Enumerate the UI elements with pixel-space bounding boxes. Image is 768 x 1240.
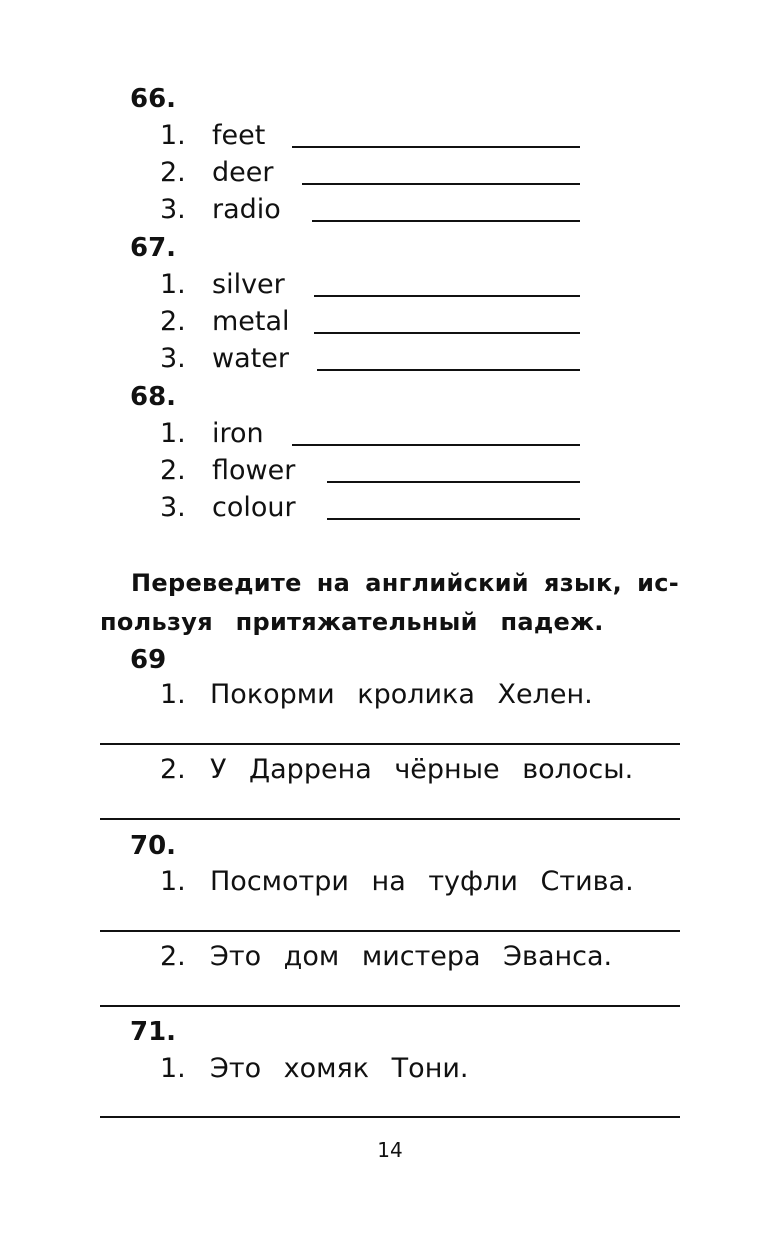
item-word: flower bbox=[212, 455, 296, 486]
exercise-66-item-1 bbox=[160, 120, 265, 152]
answer-line[interactable] bbox=[100, 1116, 680, 1118]
item-number: 2. bbox=[160, 941, 186, 972]
item-word: iron bbox=[212, 418, 264, 449]
exercise-68-item-1 bbox=[160, 418, 264, 450]
sentence-text: У Даррена чёрные волосы. bbox=[210, 754, 634, 785]
exercise-66-item-2 bbox=[160, 157, 273, 189]
item-number: 3. bbox=[160, 492, 186, 523]
answer-line[interactable] bbox=[314, 332, 580, 334]
exercise-66-number: 66. bbox=[130, 84, 177, 114]
item-word: colour bbox=[212, 492, 296, 523]
sentence-text: Это дом мистера Эванса. bbox=[210, 941, 613, 972]
item-word: deer bbox=[212, 157, 274, 188]
exercise-69-number: 69 bbox=[130, 645, 167, 675]
item-number: 1. bbox=[160, 120, 186, 151]
sentence-text: Это хомяк Тони. bbox=[210, 1053, 469, 1084]
item-number: 2. bbox=[160, 455, 186, 486]
answer-line[interactable] bbox=[100, 930, 680, 932]
item-number: 1. bbox=[160, 1053, 186, 1084]
item-word: feet bbox=[212, 120, 266, 151]
exercise-68-number: 68. bbox=[130, 382, 177, 412]
exercise-71-number: 71. bbox=[130, 1017, 177, 1047]
exercise-67-item-1 bbox=[160, 269, 285, 301]
instruction-line-2: пользуя притяжательный падеж. bbox=[100, 608, 604, 636]
answer-line[interactable] bbox=[327, 518, 580, 520]
answer-line[interactable] bbox=[312, 220, 580, 222]
item-number: 3. bbox=[160, 194, 186, 225]
exercise-67-number: 67. bbox=[130, 233, 177, 263]
item-number: 1. bbox=[160, 866, 186, 897]
answer-line[interactable] bbox=[302, 183, 580, 185]
answer-line[interactable] bbox=[100, 818, 680, 820]
exercise-70-sentence-1 bbox=[160, 866, 634, 898]
item-word: radio bbox=[212, 194, 281, 225]
exercise-70-number: 70. bbox=[130, 831, 177, 861]
answer-line[interactable] bbox=[314, 295, 580, 297]
answer-line[interactable] bbox=[327, 481, 580, 483]
answer-line[interactable] bbox=[100, 1005, 680, 1007]
item-word: water bbox=[212, 343, 289, 374]
answer-line[interactable] bbox=[292, 146, 580, 148]
answer-line[interactable] bbox=[317, 369, 580, 371]
item-number: 3. bbox=[160, 343, 186, 374]
sentence-text: Посмотри на туфли Стива. bbox=[210, 866, 634, 897]
exercise-67-item-3 bbox=[160, 343, 289, 375]
exercise-67-item-2 bbox=[160, 306, 290, 338]
sentence-text: Покорми кролика Хелен. bbox=[210, 679, 593, 710]
item-number: 2. bbox=[160, 754, 186, 785]
exercise-66-item-3 bbox=[160, 194, 281, 226]
exercise-70-sentence-2 bbox=[160, 941, 612, 973]
item-number: 1. bbox=[160, 679, 186, 710]
exercise-68-item-2 bbox=[160, 455, 295, 487]
item-number: 2. bbox=[160, 157, 186, 188]
item-word: silver bbox=[212, 269, 285, 300]
exercise-68-item-3 bbox=[160, 492, 296, 524]
exercise-69-sentence-2 bbox=[160, 754, 633, 786]
exercise-71-sentence-1 bbox=[160, 1053, 468, 1085]
answer-line[interactable] bbox=[100, 743, 680, 745]
item-number: 1. bbox=[160, 269, 186, 300]
answer-line[interactable] bbox=[292, 444, 580, 446]
exercise-69-sentence-1 bbox=[160, 679, 593, 711]
page-number: 14 bbox=[377, 1138, 403, 1162]
item-number: 1. bbox=[160, 418, 186, 449]
item-number: 2. bbox=[160, 306, 186, 337]
instruction-line-1: Переведите на английский язык, ис- bbox=[131, 569, 679, 597]
item-word: metal bbox=[212, 306, 290, 337]
